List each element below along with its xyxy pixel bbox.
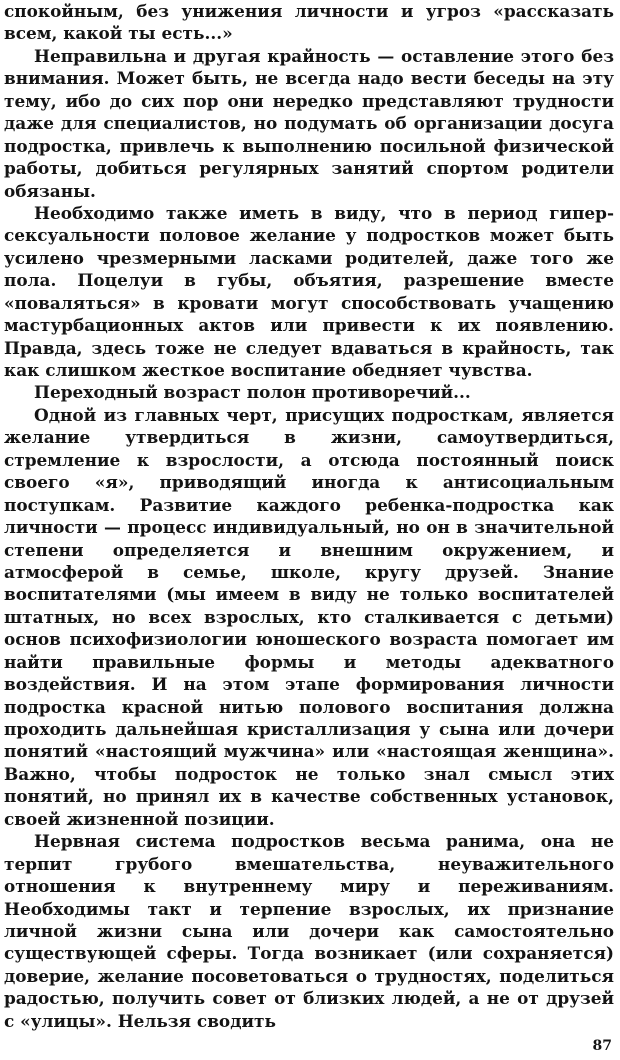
paragraph-5: Одной из главных черт, присущих подросткам, является желание утвердиться в жизни, самоутвердиться, стремление к взрослости, а отсюда постоянный поиск своего «я», приводящий иногда к антисоциальным поступкам. Развитие каждого ребенка-подростка как личности — процесс индивидуальный, но он в значительной степени определяется и внешним окружением, и атмосферой в семье, школе, кругу друзей. Знание воспитателями (мы имеем в виду не только воспитателей штатных, но всех взрослых, кто сталкивается с детьми) основ психофизиологии юношеского возраста помогает им найти правильные формы и методы адекватного воздействия. И на этом этапе формирования личности подростка красной нитью полового воспитания должна проходить дальнейшая кристаллизация у сына или дочери понятий «настоящий мужчина» или «настоящая женщина». Важно, чтобы подросток не только знал смысл этих понятий, но принял их в качестве собственных установок, своей жизненной позиции.	[4, 404, 614, 829]
paragraph-3: Необходимо также иметь в виду, что в период гипер-сексуальности половое желание у подростков может быть усилено чрезмерными ласками родителей, даже того же пола. Поцелуи в губы, объятия, разрешение вместе «поваляться» в кровати могут способствовать учащению мастурбационных актов или привести к их появлению. Правда, здесь тоже не следует вдаваться в крайность, так как слишком жесткое воспитание обедняет чувства.	[4, 202, 614, 380]
body-text	[4, 0, 614, 1032]
paragraph-6: Нервная система подростков весьма ранима, она не терпит грубого вмешательства, неуважительного отношения к внутреннему миру и переживаниям. Необходимы такт и терпение взрослых, их признание личной жизни сына или дочери как самостоятельно существующей сферы. Тогда возникает (или сохраняется) доверие, желание посоветоваться о трудностях, поделиться радостью, получить совет от близких людей, а не от друзей с «улицы». Нельзя сводить	[4, 831, 614, 1031]
paragraph-4: Переходный возраст полон противоречий...	[34, 382, 471, 403]
paragraph-2: Неправильна и другая крайность — оставление этого без внимания. Может быть, не всегда надо вести беседы на эту тему, ибо до сих пор они нередко представляют трудности даже для специалистов, но подумать об организации досуга подростка, привлечь к выполнению посильной физической работы, добиться регулярных занятий спортом родители обязаны.	[4, 45, 614, 201]
paragraph-1: спокойным, без унижения личности и угроз «рассказать всем, какой ты есть...»	[4, 1, 614, 44]
page-number: 87	[592, 1038, 612, 1054]
